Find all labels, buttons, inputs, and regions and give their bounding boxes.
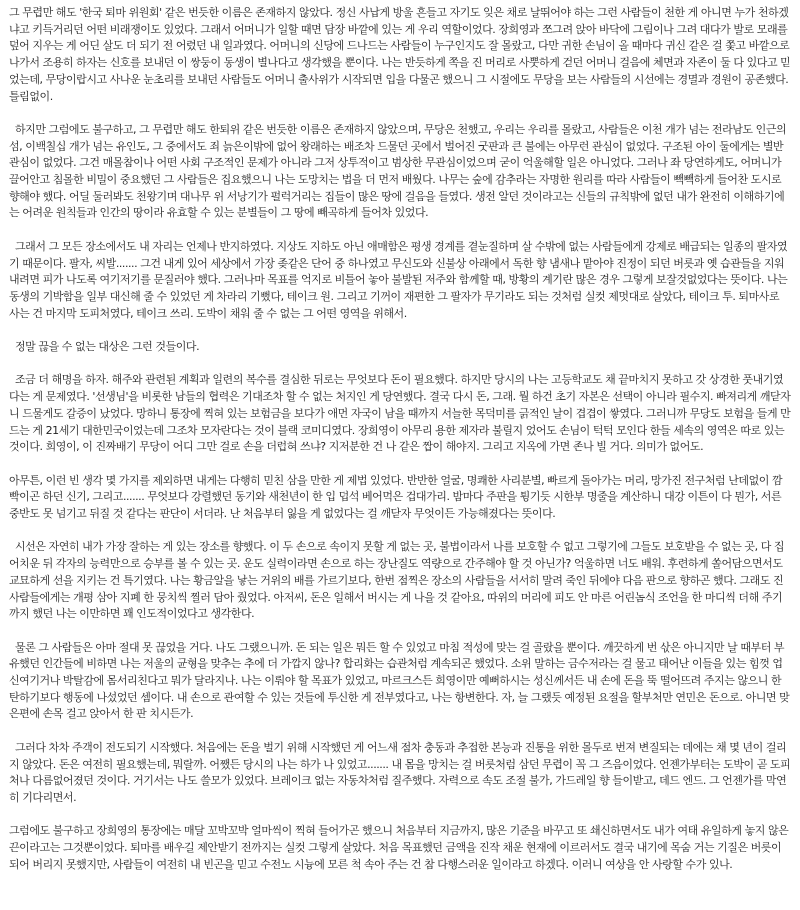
paragraph-5: 조금 더 해명을 하자. 해주와 관련된 계획과 일련의 복수를 결심한 뒤로는 무엇보다 돈이 필요했다. 하지만 당시의 나는 고등학교도 채 끝마치지 못하고 갓 상경한 풋내기였다는 게 문제였다. '선생님'을 비롯한 남들의 협력은 기대조차 할 수 없는 처지인 게 당연했다. 결국 다시 돈, 그래. 뭘 하건 초기 자본은 선택이 아니라 필수지. 빠져리게 깨닫자니 드물게도 갈증이 났었다. 망하니 통장에 찍혀 있는 보험금을 보다가 애먼 자국이 남을 때까지 서늘한 목덕미를 긁적인 날이 겹겹이 쌓였다. 그러니까 무당도 보험을 들게 만드는 게 21세기 대한민국이었는데 그조차 모자란다는 것이 블랙 코미디였다. 장희영이 아무리 용한 제자라 불릴지 었어도 손님이 턱턱 모인다 한들 세속의 영역은 따로 있는 것이다. 희영이, 이 진짜배기 무당이 어디 그만 걸로 손을 더럽혀 쓰냐? 지저분한 건 나 같은 짭이 해야지. 그리고 지옥에 가면 존나 빌 거다. 의미가 없어도.: [9, 373, 791, 454]
paragraph-9: 그러다 차차 주객이 전도되기 시작했다. 처음에는 돈을 벌기 위해 시작했던 게 어느새 점차 충동과 추접한 본능과 진통을 위한 몰두로 번져 변질되는 데에는 채 몇 년이 걸리지 않았다. 돈은 여전히 필요했는데, 뭐랄까. 어쨌든 당시의 나는 하가 나 있었고....... 내 몸을 망치는 걸 버릇처럼 삼던 무렵이 꼭 그 즈음이었다. 언젠가부터는 도박이 곧 도피처나 다름없어졌던 것이다. 거기서는 나도 쓸모가 있었다. 브레이크 없는 자동차처럼 질주했다. 자력으로 속도 조절 불가, 가드레일 향 들이받고, 데드 엔드. 그 언젠가를 막연히 기다리면서.: [9, 740, 791, 804]
paragraph-7: 시선은 자연히 내가 가장 잘하는 게 있는 장소를 향했다. 이 두 손으로 속이지 못할 게 없는 곳, 불법이라서 나를 보호할 수 없고 그렇기에 그들도 보호받을 수 없는 곳, 다 집어치운 뒤 각자의 능력만으로 승부를 볼 수 있는 곳. 운도 실력이라면 손으로 하는 장난질도 역량으로 간주해야 할 것 아닌가? 억울하면 너도 배워. 후련하게 쏠어담으면서도 교묘하게 선을 지키는 건 특기였다. 나는 황금알을 낳는 거위의 배를 가르기보다, 한번 점찍은 장소의 사람들을 서서히 말려 죽인 뒤에야 다음 판으로 향하곤 했다. 그래도 진 사람들에게는 개평 삼아 지폐 한 뭉치씩 찔러 담아 줬었다. 아저씨, 돈은 일해서 버시는 게 나을 것 같아요, 따위의 머리에 피도 안 마른 어린놈식 조언을 한 마디씩 더해 주기까지 했던 나는 이만하면 꽤 인도적이었다고 생각한다.: [9, 540, 785, 621]
paragraph-4: 정말 끊을 수 없는 대상은 그런 것들이다.: [15, 340, 200, 354]
paragraph-3: 그래서 그 모든 장소에서도 내 자리는 언제나 반지하였다. 지상도 지하도 아닌 애매함은 평생 경계를 곁눈질하며 살 수밖에 없는 사람들에게 강제로 배급되는 일종의 팔자였기 때문이다. 팔자, 씨발....... 그건 내게 있어 세상에서 가장 좆같은 단어 중 하나였고 무신도와 신불상 아래에서 독한 향 냄새나 맡아야 진정이 되던 버릇과 옛 습관들을 지워내려면 피가 나도록 여기저기를 문질러야 했다. 그러나마 목표를 억지로 비틀어 놓아 불발된 저주와 함께할 때, 방황의 계기란 많은 경우 그렇게 보잘것없었다는 뜻이다. 나는 동생의 기박함을 일부 대신해 줄 수 있었던 게 차라리 기뻤다, 테이크 원. 그리고 기꺼이 재편한 그 팔자가 무기라도 되는 것처럼 실컷 제멋대로 살았다, 테이크 투. 퇴마사로 사는 건 마지막 도피처였다, 테이크 쓰리. 도박이 채워 줄 수 없는 그 어떤 영역을 위해서.: [9, 239, 788, 320]
paragraph-6: 아무튼, 이런 빈 생각 몇 가지를 제외하면 내게는 다행히 믿친 삼을 만한 게 제법 있었다. 반반한 얼굴, 명쾌한 사리분별, 빠르게 돌아가는 머리, 망가진 전구처럼 난데없이 깜빡이곤 하던 신기, 그리고....... 무엇보다 강렬했던 동기와 새천년이 한 입 덥석 베어먹은 겁대가리. 밤마다 주판을 튕기듯 시한부 명줄을 계산하니 대강 이튼이 다 뭔가, 서른 중반도 못 넘기고 뒤질 것 같다는 판단이 서더라. 난 처음부터 잃을 게 없었다는 걸 깨닫자 무엇이든 가능해졌다는 뜻이다.: [9, 473, 783, 521]
paragraph-8: 물론 그 사람들은 아마 절대 못 끊었을 거다. 나도 그랬으니까. 돈 되는 일은 뭐든 할 수 있었고 마침 적성에 맞는 걸 골랐을 뿐이다. 깨끗하게 번 삯은 아니지만 날 때부터 부유했던 인간들에 비하면 나는 저울의 균형을 맞추는 추에 더 가깝지 않나? 합리화는 습관처럼 계속되곤 했었다. 소위 말하는 금수저라는 걸 물고 태어난 이들을 있는 힘껏 업신여기거나 박탈감에 몸서리친다고 뭐가 달라지나. 나는 이뤄야 할 목표가 있었고, 마르크스든 희영이만 예뻐하시는 성신께서든 내 손에 돈을 뚝 떨어뜨려 주지는 않으니 한탄하기보다 행동에 나섰었던 셈이다. 내 손으로 관여할 수 있는 것들에 투신한 게 전부였다고, 나는 항변한다. 자, 늘 그랬듯 예정된 요절을 할부처만 연민은 돈으로. 아니면 맞은편에 손목 걸고 앉아서 한 판 치시든가.: [9, 640, 790, 721]
paragraph-10: 그럼에도 불구하고 장희영의 통장에는 매달 꼬박꼬박 얼마씩이 찍혀 들어가곤 했으니 처음부터 지금까지, 많은 기준을 바꾸고 또 쇄신하면서도 내가 여태 유일하게 놓지 않은 끈이라고는 그것뿐이었다. 퇴마를 배우길 제안받기 전까지는 실컷 그렇게 살았다. 처음 목표했던 금액을 진작 채운 현재에 이르러서도 결국 내기에 목숨 거는 기질은 버릇이 되어 버리지 못했지만, 사람들이 여전히 내 빈곤을 믿고 수전노 시늉에 모른 척 속아 주는 건 참 다행스러운 일이라고 하겠다. 이러니 여상을 안 사랑할 수가 있나.: [9, 824, 789, 871]
paragraph-2: 하지만 그럼에도 불구하고, 그 무렵만 해도 한퇴위 같은 번듯한 이름은 존재하지 않았으며, 무당은 천했고, 우리는 우리를 몰랐고, 사람들은 이천 개가 넘는 전라남도 인근의 섬, 이백칠십 개가 넘는 유인도, 그 중에서도 죄 늙은이밖에 없어 왕래하는 배조차 드물던 곳에서 벌어진 굿판과 큰 불에는 아무런 관심이 없었다. 구조된 아이 둘에게는 별반 관심이 없었다. 그건 매몰참이나 어떤 사회 구조적인 문제가 아니라 그저 상투적이고 범상한 무관심이었으며 굳이 억울해할 일은 아니었다. 그러나 좌 당연하게도, 어머니가 끌어안고 침몰한 비밀이 중요했던 그 사람들은 집요했으니 나는 도망치는 법을 더 먼저 배웠다. 나무는 숲에 감추라는 자명한 원리를 따라 사람들이 빽빽하게 들어찬 도시로 향해야 했다. 어딜 둘러봐도 천왕기며 대나무 위 서낭기가 펄럭거리는 집들이 많은 땅에 걸음을 들였다. 생전 알던 것이라고는 신들의 규칙밖에 없던 내가 완전히 이해하기에는 어려운 원칙들과 인간의 땅이라 유효할 수 있는 분별들이 그 땅에 빼곡하게 들어차 있었다.: [9, 122, 787, 220]
paragraph-1: 그 무렵만 해도 '한국 퇴마 위원회' 같은 번듯한 이름은 존재하지 않았다. 정신 사납게 방울 흔들고 자기도 잊은 채로 날뛰어야 하는 그런 사람들이 천한 게 아니면 누가 천하겠냐고 키득거리던 어떤 비래쟁이도 있었다. 그래서 어머니가 일할 때면 담장 바깥에 있는 게 우리 역할이었다. 장희영과 쪼그려 앉아 바닥에 그림이나 그려 대다가 발로 모래를 덮어 지우는 게 어딘 살도 더 되기 전 어렸던 내 일과였다. 어머니의 신당에 드나드는 사람들이 누구인지도 잘 몰랐고, 다만 귀한 손님이 올 때마다 귀신 같은 걸 쫓고 바깥으로 나가서 조용히 하자는 신호를 보내던 이 쌍둥이 동생이 별나다고 생각했을 뿐이다. 나는 반듯하게 쪽을 진 머리로 사뿟하게 걷던 어머니 걸음에 체면과 자존이 둘 다 있다고 믿었는데, 무당이랍시고 사나운 눈초리를 보내던 사람들도 어머니 출사위가 시작되면 입을 다물곤 했으니 그 시절에도 무당을 보는 사람들의 시선에는 경멸과 경원이 공존했다. 틀림없이.: [9, 6, 791, 103]
